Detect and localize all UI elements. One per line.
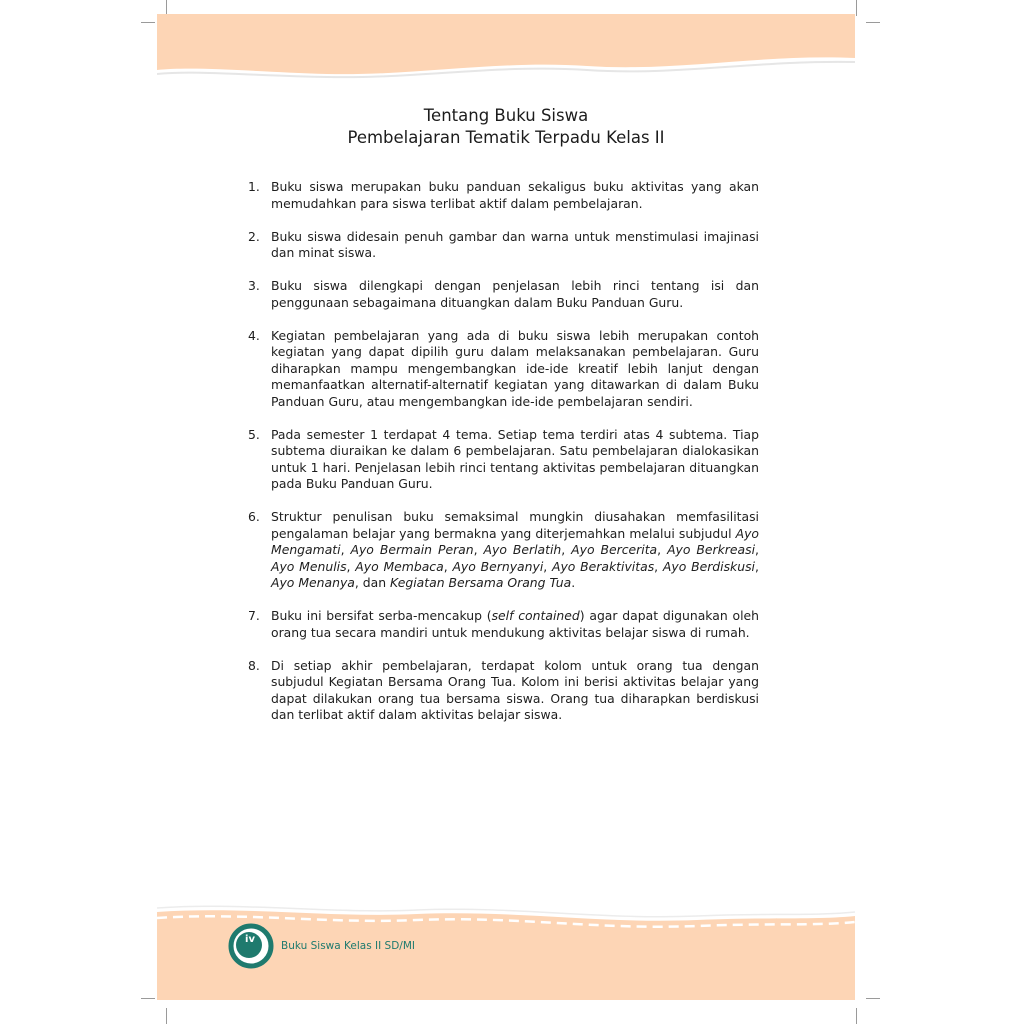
item-text: Buku siswa merupakan buku panduan sekaligus buku aktivitas yang akan memudahkan para siswa terlibat aktif dalam pembelajaran. [271, 179, 759, 211]
crop-mark-top-left-h [141, 22, 155, 23]
item-text: Di setiap akhir pembelajaran, terdapat kolom untuk orang tua dengan subjudul Kegiatan Bersama Orang Tua. Kolom ini berisi aktivitas belajar yang dapat dilakukan orang tua bersama siswa. Orang tua diharapkan berdiskusi dan terlibat aktif dalam aktivitas belajar siswa. [271, 657, 759, 722]
item-period: . [571, 575, 576, 590]
subjudul-name: Ayo Berdiskusi [662, 558, 755, 574]
subjudul-name: Ayo Berlatih [483, 542, 562, 557]
item-text: Struktur penulisan buku semaksimal mungkin diusahakan memfasilitasi pengalaman belajar yang bermakna yang diterjemahkan melalui subjudul Ayo Mengamati, Ayo Bermain Peran, Ayo Berlatih, Ayo Bercerita, Ayo Berkreasi, Ayo Menulis, Ayo Membaca, Ayo Bernyanyi, Ayo Beraktivitas, Ayo Berdiskusi, Ayo Menanya, dan Kegiatan Bersama Orang Tua. [271, 509, 759, 590]
item-number: 1. [248, 179, 260, 194]
item-number: 6. [248, 509, 260, 524]
item-number: 4. [248, 327, 260, 343]
subjudul-name: Ayo Bercerita [571, 542, 658, 557]
item-text-italic: self contained [491, 608, 580, 623]
item-text: Buku siswa dilengkapi dengan penjelasan lebih rinci tentang isi dan penggunaan sebagaimana dituangkan dalam Buku Panduan Guru. [271, 278, 759, 310]
crop-mark-bottom-left-h [141, 998, 155, 999]
numbered-list [248, 179, 759, 740]
header-band [157, 14, 855, 80]
list-item [248, 608, 759, 641]
item-number: 7. [248, 608, 260, 623]
item-number: 2. [248, 228, 260, 244]
page-badge-circle [228, 922, 276, 970]
list-item [248, 509, 759, 592]
page-title [157, 105, 855, 149]
crop-mark-top-right-v [856, 0, 857, 16]
item-text-plain: Struktur penulisan buku semaksimal mungkin diusahakan memfasilitasi pengalaman belajar yang bermakna yang diterjemahkan melalui subjudul [271, 509, 759, 541]
list-item [248, 179, 759, 212]
crop-mark-bottom-right-h [866, 998, 880, 999]
title-line-1: Tentang Buku Siswa [423, 106, 589, 125]
subjudul-name: Ayo Bernyanyi [452, 558, 544, 574]
crop-mark-bottom-left-v [166, 1008, 167, 1024]
subjudul-name: Ayo Membaca [355, 558, 444, 574]
item-text: Buku siswa didesain penuh gambar dan warna untuk menstimulasi imajinasi dan minat siswa. [271, 228, 759, 260]
header-wave [157, 14, 855, 80]
item-number: 5. [248, 426, 260, 442]
title-line-2: Pembelajaran Tematik Terpadu Kelas II [347, 128, 665, 147]
subjudul-name: Ayo Menanya [271, 575, 355, 590]
page-number: iv [245, 934, 255, 945]
subjudul-name: Ayo Menulis [271, 558, 347, 574]
item-number: 3. [248, 278, 260, 293]
item-number: 8. [248, 657, 260, 673]
list-item [248, 427, 759, 493]
subjudul-name: Ayo Mengamati [271, 525, 759, 557]
crop-mark-bottom-right-v [856, 1008, 857, 1024]
list-item [248, 278, 759, 311]
subjudul-name: Kegiatan Bersama Orang Tua [390, 575, 572, 590]
connector-word: dan [362, 575, 387, 590]
subjudul-name: Ayo Berkreasi [667, 542, 756, 557]
list-item [248, 658, 759, 724]
footer-book-label: Buku Siswa Kelas II SD/MI [281, 940, 415, 952]
subjudul-name: Ayo Bermain Peran [350, 542, 474, 557]
item-text: Pada semester 1 terdapat 4 tema. Setiap tema terdiri atas 4 subtema. Tiap subtema diuraikan ke dalam 6 pembelajaran. Satu pembelajaran dialokasikan untuk 1 hari. Penjelasan lebih rinci tentang aktivitas pembelajaran dituangkan pada Buku Panduan Guru. [271, 426, 759, 491]
list-item [248, 328, 759, 411]
item-text-after: ) agar dapat digunakan oleh orang tua secara mandiri untuk mendukung aktivitas belajar siswa di rumah. [271, 608, 759, 640]
item-text-before: Buku ini bersifat serba-mencakup ( [271, 608, 492, 623]
crop-mark-top-right-h [866, 22, 880, 23]
page-number-badge [228, 922, 276, 970]
subjudul-name: Ayo Beraktivitas [552, 558, 655, 574]
list-item [248, 229, 759, 262]
item-text [271, 608, 759, 641]
item-text: Kegiatan pembelajaran yang ada di buku siswa lebih merupakan contoh kegiatan yang dapat dipilih guru dalam melaksanakan pembelajaran. Guru diharapkan mampu mengembangkan ide-ide kreatif lebih lanjut dengan memanfaatkan alternatif-alternatif kegiatan yang ditawarkan di dalam Buku Panduan Guru, atau mengembangkan ide-ide pembelajaran sendiri. [271, 327, 759, 409]
